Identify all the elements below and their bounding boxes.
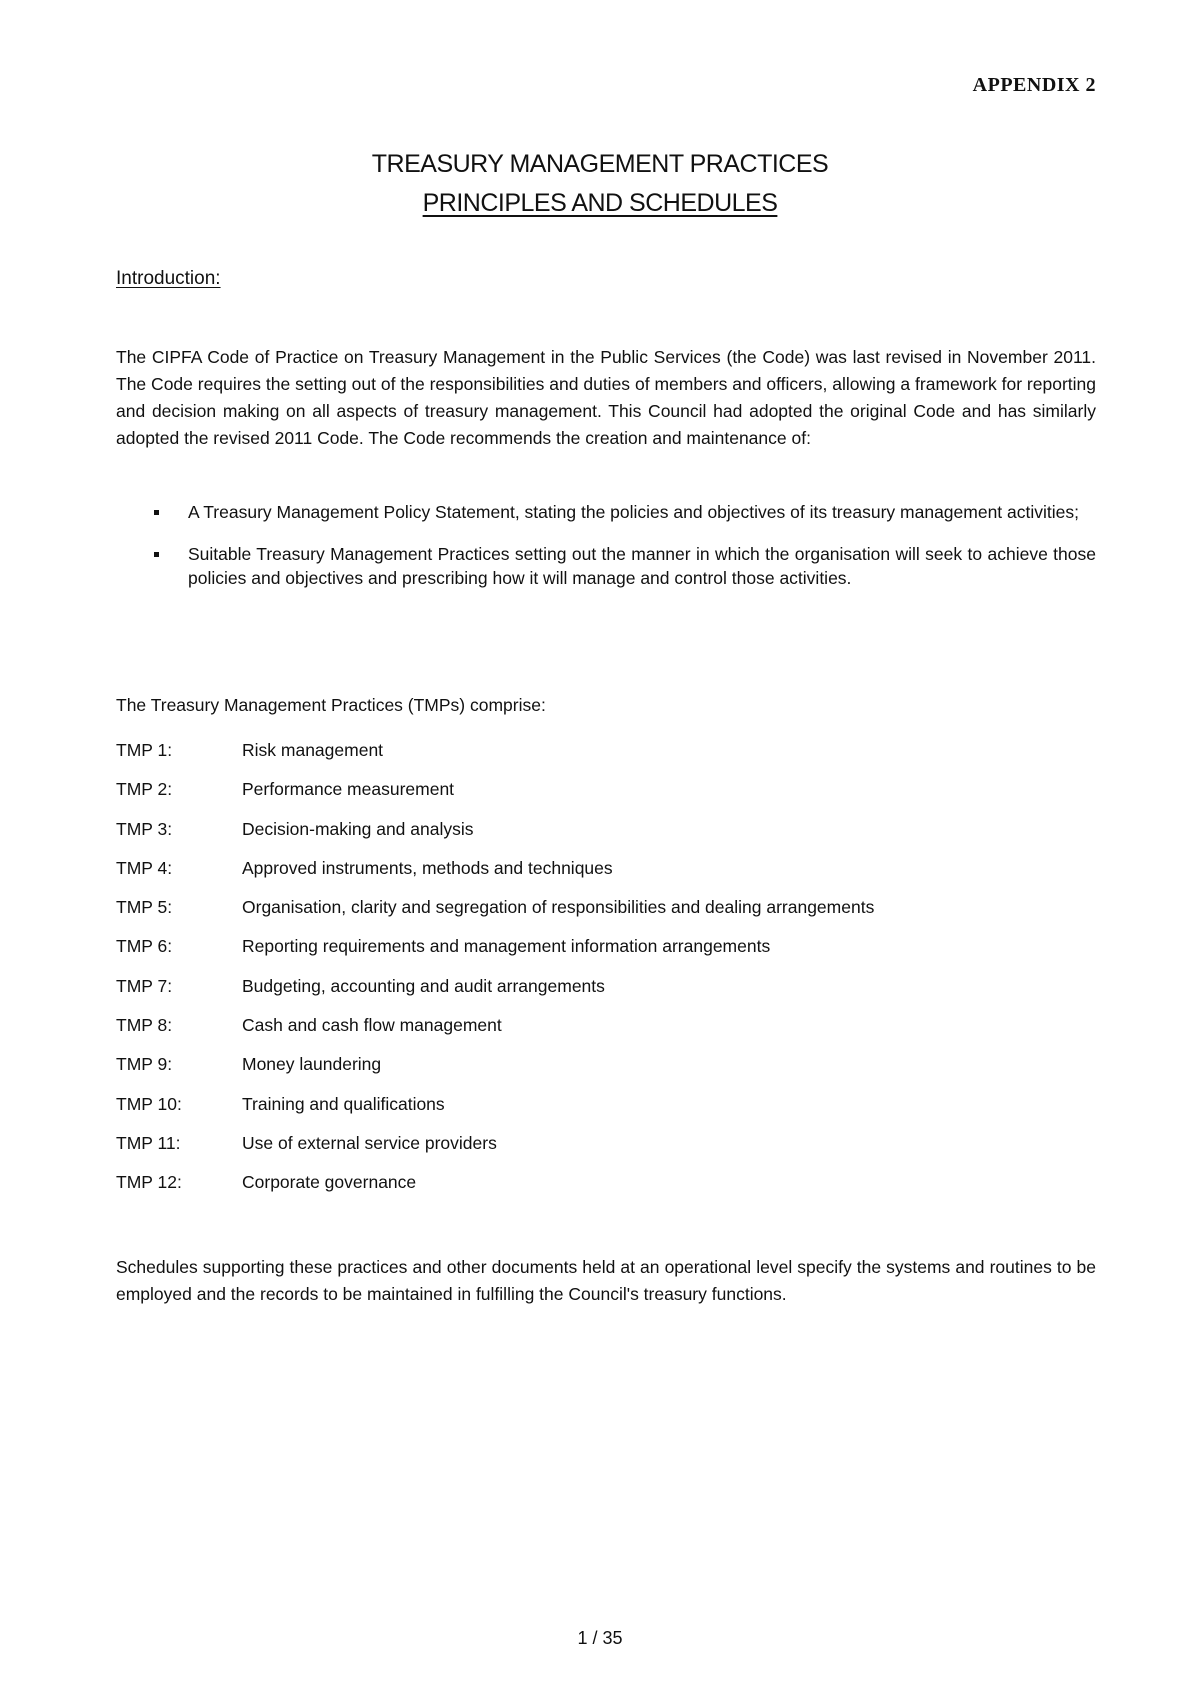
appendix-label: APPENDIX 2 <box>972 74 1096 96</box>
page-subtitle: PRINCIPLES AND SCHEDULES <box>422 189 778 217</box>
tmp-code: TMP 8: <box>116 1015 173 1036</box>
tmp-label: Money laundering <box>242 1054 382 1075</box>
tmp-label: Corporate governance <box>242 1172 417 1193</box>
tmp-code: TMP 10: <box>116 1093 182 1114</box>
tmp-label: Budgeting, accounting and audit arrangements <box>242 975 605 996</box>
list-item-text: A Treasury Management Policy Statement, stating the policies and objectives of its treasury management activities; <box>188 502 1079 522</box>
list-item <box>116 500 1096 524</box>
tmp-label: Performance measurement <box>242 779 455 800</box>
tmp-item <box>116 1015 1096 1054</box>
tmp-code: TMP 3: <box>116 818 173 839</box>
tmp-item <box>116 819 1096 858</box>
tmp-item <box>116 1172 1096 1211</box>
list-item <box>116 542 1096 590</box>
tmp-item <box>116 936 1096 975</box>
tmp-label: Training and qualifications <box>242 1093 445 1114</box>
tmp-item <box>116 1094 1096 1133</box>
tmp-code: TMP 2: <box>116 779 173 800</box>
tmp-list <box>116 740 1096 1212</box>
tmp-item <box>116 1133 1096 1172</box>
bullet-icon <box>154 510 159 515</box>
introduction-paragraph: The CIPFA Code of Practice on Treasury Management in the Public Services (the Code) was last revised in November 2011. The Code requires the setting out of the responsibilities and duties of members and officers, allowing a framework for reporting and decision making on all aspects of treasury management. This Council had adopted the original Code and has similarly adopted the revised 2011 Code. The Code recommends the creation and maintenance of: <box>116 347 1096 448</box>
tmp-label: Decision-making and analysis <box>242 818 474 839</box>
tmp-code: TMP 5: <box>116 897 173 918</box>
page-number: 1 / 35 <box>577 1628 623 1648</box>
tmp-intro-text: The Treasury Management Practices (TMPs) comprise: <box>116 695 546 715</box>
tmp-item <box>116 779 1096 818</box>
tmp-label: Use of external service providers <box>242 1132 497 1153</box>
tmp-item <box>116 976 1096 1015</box>
tmp-item <box>116 858 1096 897</box>
tmp-item <box>116 897 1096 936</box>
tmp-label: Organisation, clarity and segregation of responsibilities and dealing arrangements <box>242 897 875 918</box>
list-item-text: Suitable Treasury Management Practices setting out the manner in which the organisation will seek to achieve those policies and objectives and prescribing how it will manage and control those activities. <box>188 544 1096 588</box>
bullet-icon <box>154 552 159 557</box>
tmp-code: TMP 4: <box>116 857 173 878</box>
tmp-code: TMP 1: <box>116 740 173 760</box>
tmp-label: Risk management <box>242 740 384 760</box>
tmp-label: Reporting requirements and management information arrangements <box>242 936 771 957</box>
tmp-code: TMP 6: <box>116 936 173 957</box>
introduction-heading: Introduction: <box>116 268 221 289</box>
recommendations-list <box>116 500 1096 608</box>
tmp-item <box>116 740 1096 779</box>
closing-paragraph: Schedules supporting these practices and other documents held at an operational level specify the systems and routines to be employed and the records to be maintained in fulfilling the Council's treasury functions. <box>116 1257 1096 1304</box>
tmp-code: TMP 9: <box>116 1054 173 1075</box>
tmp-code: TMP 12: <box>116 1172 182 1193</box>
tmp-code: TMP 11: <box>116 1132 181 1153</box>
tmp-label: Approved instruments, methods and techniques <box>242 857 613 878</box>
title-block <box>0 145 1200 223</box>
tmp-label: Cash and cash flow management <box>242 1015 502 1036</box>
page-title: TREASURY MANAGEMENT PRACTICES <box>371 150 829 178</box>
tmp-item <box>116 1054 1096 1093</box>
tmp-code: TMP 7: <box>116 975 173 996</box>
